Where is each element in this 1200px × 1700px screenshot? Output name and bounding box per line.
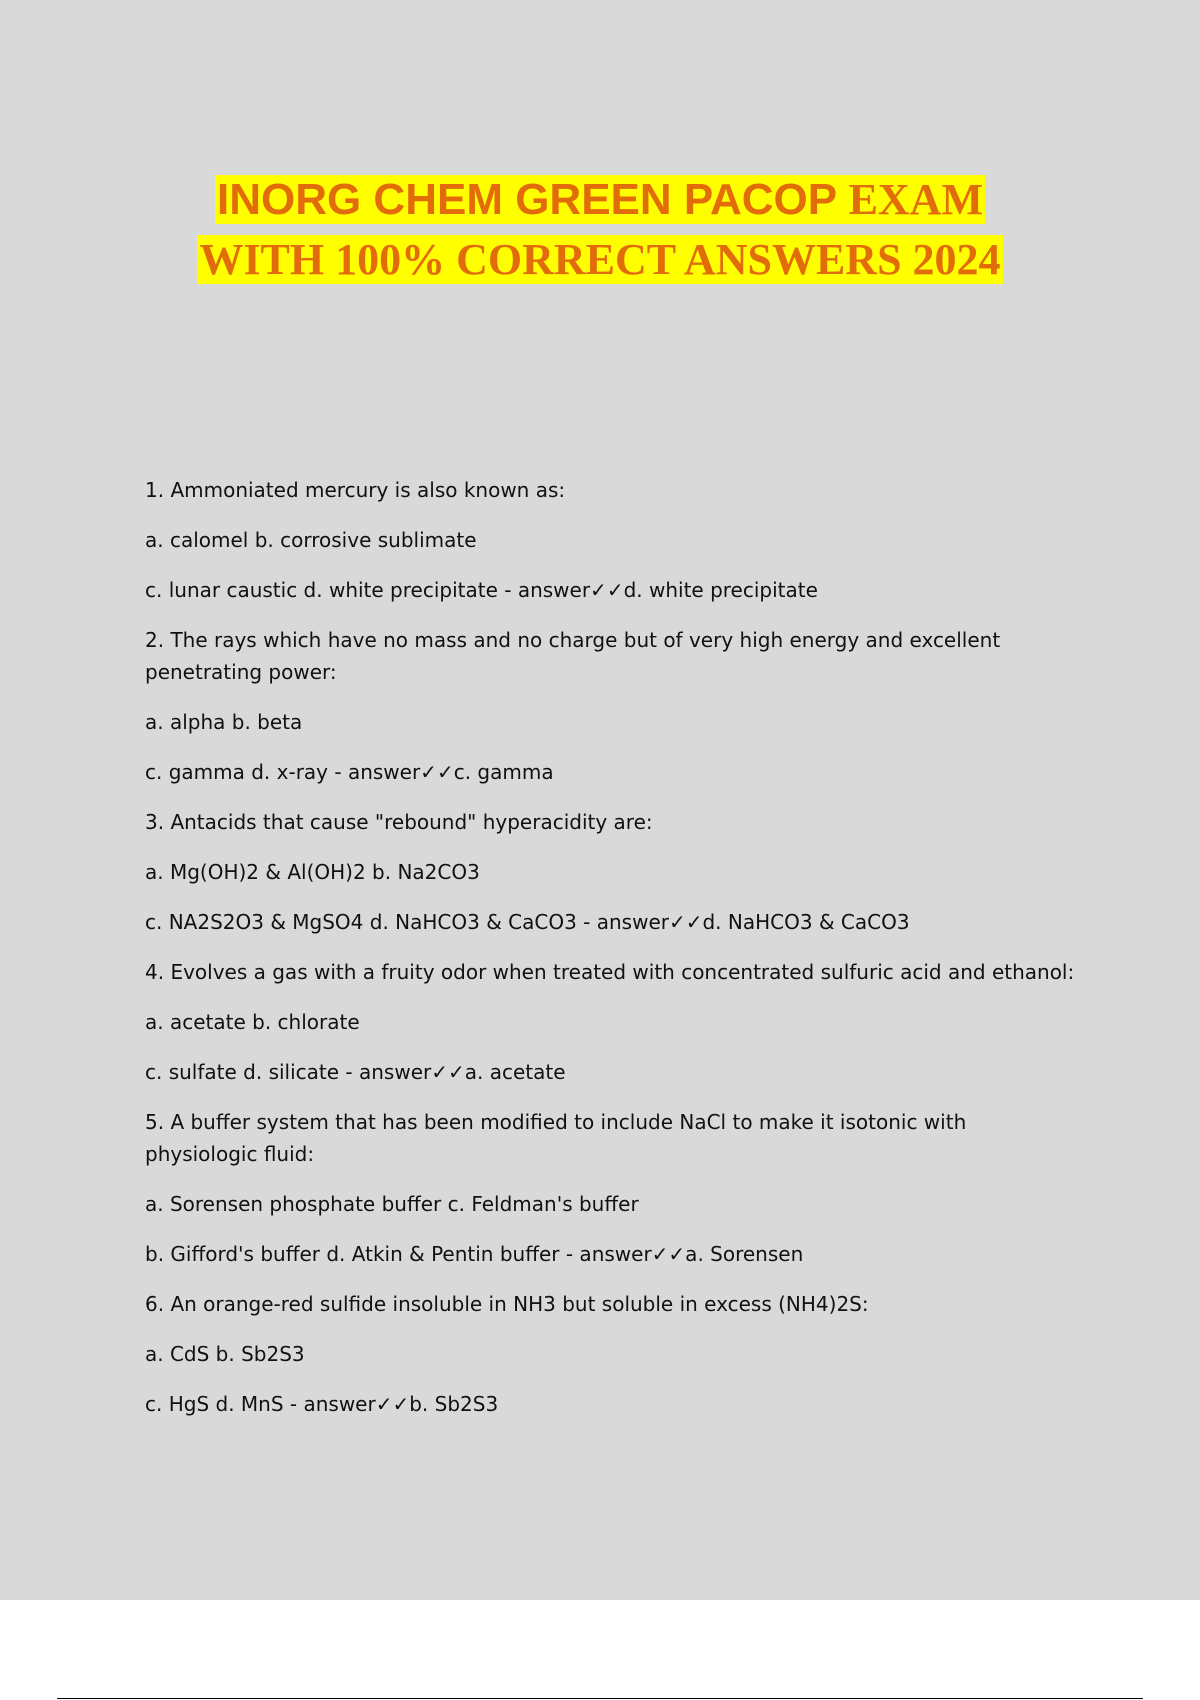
title-line-1-serif: EXAM — [848, 175, 983, 224]
q5-options-bd-answer: b. Gifford's buffer d. Atkin & Pentin buffer - answer✓✓a. Sorensen — [145, 1242, 804, 1266]
document-title — [0, 170, 1200, 290]
q4-question: 4. Evolves a gas with a fruity odor when treated with concentrated sulfuric acid and ethanol: — [145, 960, 1075, 984]
q6-options-cd-answer: c. HgS d. MnS - answer✓✓b. Sb2S3 — [145, 1392, 499, 1416]
question-list — [145, 474, 1075, 1438]
q2-options-cd-answer: c. gamma d. x-ray - answer✓✓c. gamma — [145, 760, 554, 784]
q1-options-ab: a. calomel b. corrosive sublimate — [145, 528, 477, 552]
q6-question: 6. An orange-red sulfide insoluble in NH3 but soluble in excess (NH4)2S: — [145, 1292, 869, 1316]
q4-options-cd-answer: c. sulfate d. silicate - answer✓✓a. acetate — [145, 1060, 566, 1084]
q3-options-cd-answer: c. NA2S2O3 & MgSO4 d. NaHCO3 & CaCO3 - answer✓✓d. NaHCO3 & CaCO3 — [145, 910, 910, 934]
q4-options-ab: a. acetate b. chlorate — [145, 1010, 360, 1034]
title-line-1 — [0, 170, 1200, 230]
title-line-1-sans: INORG CHEM GREEN PACOP — [216, 175, 837, 224]
q5-options-ac: a. Sorensen phosphate buffer c. Feldman's buffer — [145, 1192, 639, 1216]
title-line-2-text: WITH 100% CORRECT ANSWERS 2024 — [199, 235, 1001, 284]
q1-question: 1. Ammoniated mercury is also known as: — [145, 478, 566, 502]
q5-question: 5. A buffer system that has been modified to include NaCl to make it isotonic with physiologic fluid: — [145, 1110, 967, 1166]
q2-question: 2. The rays which have no mass and no charge but of very high energy and excellent penetrating power: — [145, 628, 1001, 684]
q3-options-ab: a. Mg(OH)2 & Al(OH)2 b. Na2CO3 — [145, 860, 480, 884]
q2-options-ab: a. alpha b. beta — [145, 710, 303, 734]
q1-options-cd-answer: c. lunar caustic d. white precipitate - answer✓✓d. white precipitate — [145, 578, 818, 602]
q6-options-ab: a. CdS b. Sb2S3 — [145, 1342, 305, 1366]
footer-divider — [57, 1698, 1143, 1699]
q3-question: 3. Antacids that cause "rebound" hyperacidity are: — [145, 810, 653, 834]
title-line-2 — [0, 230, 1200, 290]
